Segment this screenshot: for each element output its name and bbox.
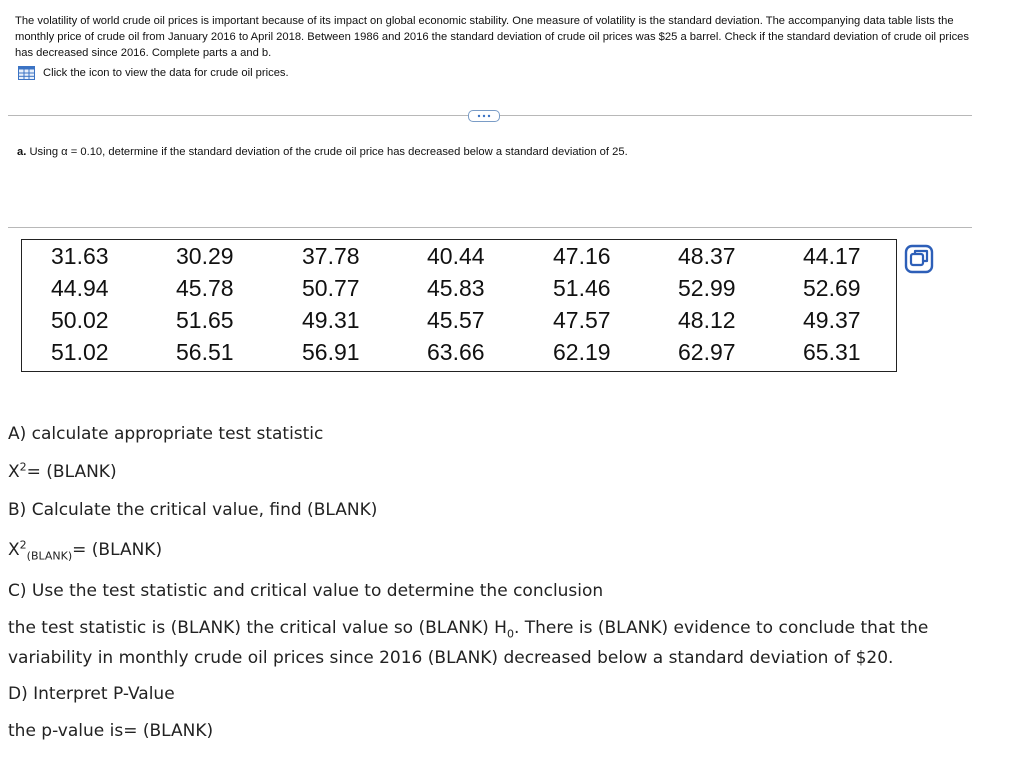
table-cell: 65.31 xyxy=(803,339,861,365)
table-cell: 56.91 xyxy=(302,339,360,365)
chi-subscript: (BLANK) xyxy=(26,549,73,563)
table-cell: 47.57 xyxy=(553,307,611,333)
table-cell: 45.78 xyxy=(176,275,234,301)
question-c-line1 xyxy=(8,618,929,641)
part-a-text: Using α = 0.10, determine if the standard deviation of the crude oil price has decreased below a standard deviation of 25. xyxy=(29,146,628,158)
question-d-answer: the p-value is= (BLANK) xyxy=(8,721,214,741)
answer-blank: = (BLANK) xyxy=(26,462,117,482)
table-cell: 30.29 xyxy=(176,243,234,269)
question-a-answer xyxy=(8,462,117,482)
table-cell: 44.17 xyxy=(803,243,861,269)
table-cell: 49.37 xyxy=(803,307,861,333)
c-line1-text: the test statistic is (BLANK) the critical value so (BLANK) H xyxy=(8,618,507,638)
question-c-line2: variability in monthly crude oil prices since 2016 (BLANK) decreased below a standard deviation of $20. xyxy=(8,648,894,668)
chi-exponent: 2 xyxy=(19,538,27,552)
expand-more-button[interactable] xyxy=(468,110,500,122)
chi-exponent: 2 xyxy=(19,460,27,474)
ellipsis-icon xyxy=(476,114,492,118)
problem-intro: The volatility of world crude oil prices is important because of its impact on global economic stability. One measure of volatility is the standard deviation. The accompanying data table lists the monthly price of crude oil from January 2016 to April 2018. Between 1986 and 2016 the standard deviation of crude oil prices was $25 a barrel. Check if the standard deviation of crude oil prices has decreased since 2016. Complete parts a and b. xyxy=(15,15,969,59)
question-a-heading: A) calculate appropriate test statistic xyxy=(8,424,324,444)
table-cell: 49.31 xyxy=(302,307,360,333)
table-cell: 51.65 xyxy=(176,307,234,333)
table-cell: 50.77 xyxy=(302,275,360,301)
data-link-text: Click the icon to view the data for crude oil prices. xyxy=(43,67,289,79)
table-cell: 62.97 xyxy=(678,339,736,365)
table-cell: 37.78 xyxy=(302,243,360,269)
crude-oil-data-table xyxy=(21,239,897,372)
table-cell: 48.37 xyxy=(678,243,736,269)
table-cell: 50.02 xyxy=(51,307,109,333)
table-cell: 51.46 xyxy=(553,275,611,301)
h0-subscript: 0 xyxy=(506,627,514,641)
c-line1-text-2: . There is (BLANK) evidence to conclude that the xyxy=(513,618,929,638)
chi-symbol: X xyxy=(8,462,20,482)
question-d-heading: D) Interpret P-Value xyxy=(8,684,175,704)
table-cell: 44.94 xyxy=(51,275,109,301)
table-cell: 48.12 xyxy=(678,307,736,333)
table-cell: 52.99 xyxy=(678,275,736,301)
part-a-label: a. xyxy=(17,146,27,158)
table-cell: 56.51 xyxy=(176,339,234,365)
table-cell: 62.19 xyxy=(553,339,611,365)
table-cell: 52.69 xyxy=(803,275,861,301)
section-divider-2 xyxy=(8,227,972,228)
table-cell: 45.83 xyxy=(427,275,485,301)
question-c-heading: C) Use the test statistic and critical value to determine the conclusion xyxy=(8,581,604,601)
copy-data-icon[interactable] xyxy=(904,244,934,274)
table-cell: 31.63 xyxy=(51,243,109,269)
question-b-heading: B) Calculate the critical value, find (BLANK) xyxy=(8,500,378,520)
question-b-answer xyxy=(8,538,163,563)
table-cell: 40.44 xyxy=(427,243,485,269)
data-table-link[interactable] xyxy=(18,66,289,80)
table-cell: 63.66 xyxy=(427,339,485,365)
table-cell: 51.02 xyxy=(51,339,109,365)
table-cell: 47.16 xyxy=(553,243,611,269)
table-grid-icon[interactable] xyxy=(18,66,35,80)
answer-blank: = (BLANK) xyxy=(72,540,163,560)
table-cell: 45.57 xyxy=(427,307,485,333)
chi-symbol: X xyxy=(8,540,20,560)
part-a-prompt xyxy=(17,146,628,158)
